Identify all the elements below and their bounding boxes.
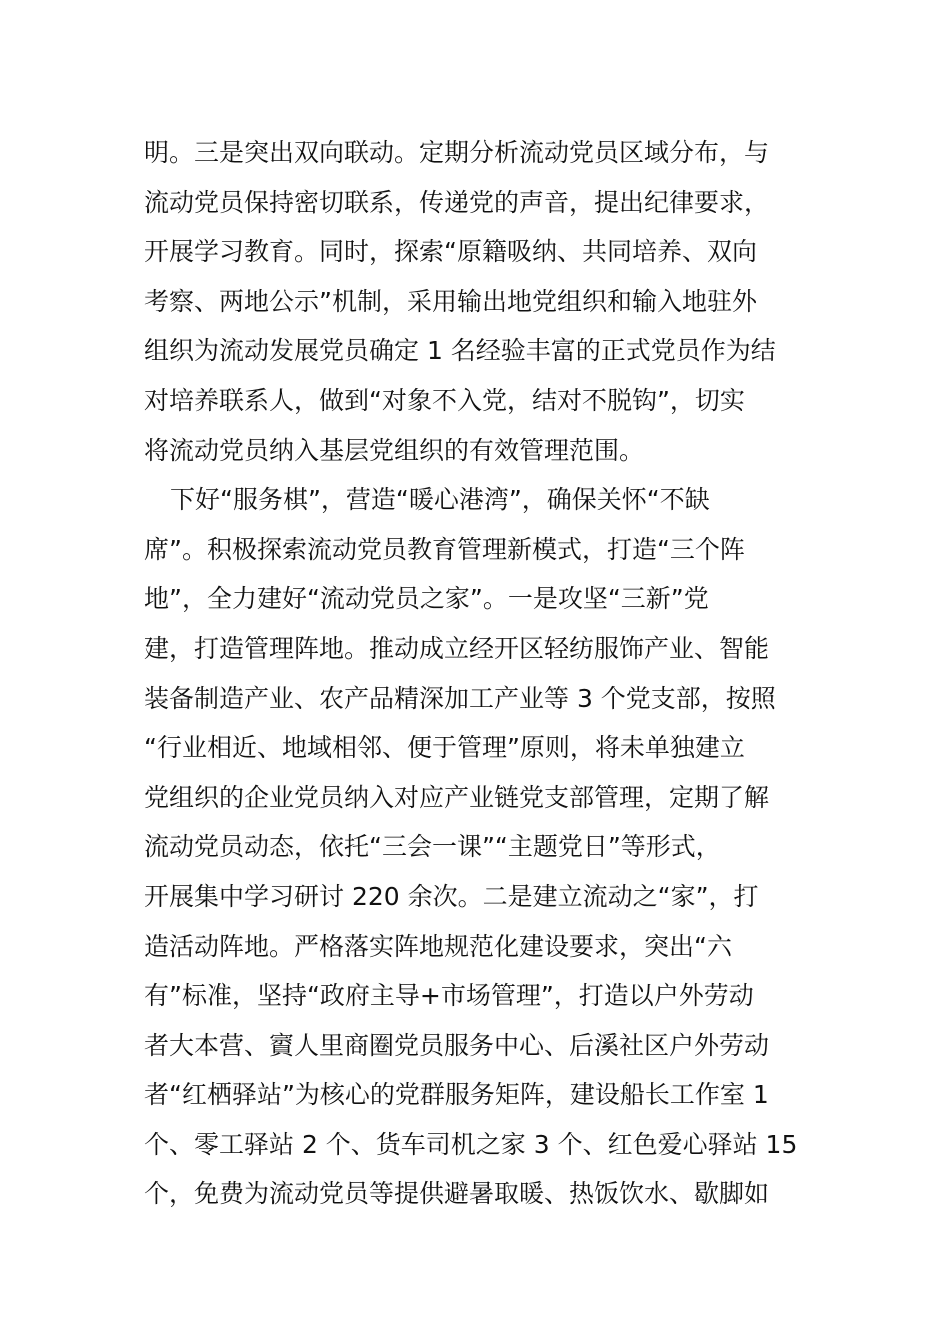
- text-line: 对培养联系人，做到“对象不入党，结对不脱钩”，切实: [144, 385, 745, 415]
- text-line: 有”标准，坚持“政府主导+市场管理”，打造以户外劳动: [144, 981, 754, 1011]
- body-text: [144, 128, 814, 1219]
- text-line: 开展集中学习研讨 220 余次。二是建立流动之“家”，打: [144, 881, 759, 911]
- text-line: 组织为流动发展党员确定 1 名经验丰富的正式党员作为结: [144, 336, 776, 366]
- text-line: 个、零工驿站 2 个、货车司机之家 3 个、红色爱心驿站 15: [144, 1129, 798, 1159]
- paragraph-start-line: 下好“服务棋”，营造“暖心港湾”，确保关怀“不缺: [170, 485, 710, 515]
- text-line: 明。三是突出双向联动。定期分析流动党员区域分布，与: [144, 138, 770, 167]
- text-line: 开展学习教育。同时，探索“原籍吸纳、共同培养、双向: [144, 237, 757, 267]
- text-line: “行业相近、地域相邻、便于管理”原则，将未单独建立: [144, 733, 745, 763]
- text-line: 党组织的企业党员纳入对应产业链党支部管理，定期了解: [144, 782, 770, 812]
- text-line: 将流动党员纳入基层党组织的有效管理范围。: [144, 435, 645, 465]
- text-line: 流动党员动态，依托“三会一课”“主题党日”等形式，: [144, 832, 721, 862]
- text-line: 考察、两地公示”机制，采用输出地党组织和输入地驻外: [144, 286, 757, 316]
- text-line: 装备制造产业、农产品精深加工产业等 3 个党支部，按照: [144, 683, 776, 713]
- text-line: 席”。积极探索流动党员教育管理新模式，打造“三个阵: [144, 534, 745, 564]
- text-line: 造活动阵地。严格落实阵地规范化建设要求，突出“六: [144, 931, 732, 961]
- text-line: 者大本营、賨人里商圈党员服务中心、后溪社区户外劳动: [144, 1030, 770, 1060]
- text-line: 地”，全力建好“流动党员之家”。一是攻坚“三新”党: [144, 584, 709, 614]
- text-line: 个，免费为流动党员等提供避暑取暖、热饭饮水、歇脚如: [144, 1179, 770, 1209]
- text-line: 流动党员保持密切联系，传递党的声音，提出纪律要求，: [144, 187, 770, 217]
- text-line: 建，打造管理阵地。推动成立经开区轻纺服饰产业、智能: [144, 633, 770, 663]
- text-line: 者“红栖驿站”为核心的党群服务矩阵，建设船长工作室 1: [144, 1080, 769, 1110]
